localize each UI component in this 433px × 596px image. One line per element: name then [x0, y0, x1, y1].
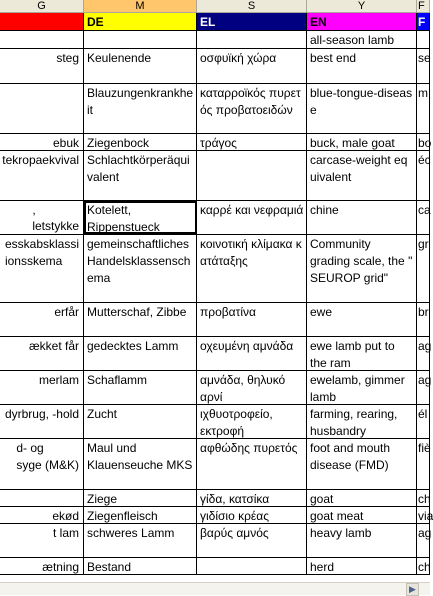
- cell-da[interactable]: d- og syge (M&K): [0, 439, 84, 489]
- cell-de[interactable]: Zucht: [84, 405, 197, 438]
- cell-el[interactable]: [197, 31, 307, 48]
- cell-da[interactable]: tekropaekvival: [0, 151, 84, 200]
- table-row: [0, 235, 430, 303]
- cell-el[interactable]: καταρροϊκός πυρετός προβατοειδών: [197, 84, 307, 133]
- cell-da[interactable]: merlam: [0, 371, 84, 404]
- cell-en[interactable]: all-season lamb: [307, 31, 417, 48]
- column-header-g[interactable]: G: [0, 0, 84, 13]
- cell-de[interactable]: Keulenende: [84, 49, 197, 83]
- cell-fr[interactable]: ch: [418, 492, 431, 506]
- cell-de[interactable]: Schlachtkörperäquivalent: [84, 151, 197, 200]
- table-row: [0, 31, 430, 49]
- lang-header-first[interactable]: [0, 13, 84, 31]
- cell-da[interactable]: [0, 84, 84, 133]
- lang-header-de[interactable]: DE: [84, 13, 197, 31]
- cell-da[interactable]: ætning: [0, 558, 84, 574]
- cell-de[interactable]: [84, 31, 197, 48]
- table-row: [0, 558, 430, 575]
- cell-de[interactable]: gedecktes Lamm: [84, 337, 197, 370]
- cell-da[interactable]: t lam: [0, 524, 84, 557]
- cell-fr[interactable]: ag: [417, 524, 430, 557]
- cell-el[interactable]: γιδίσιο κρέας: [197, 507, 307, 523]
- cell-el[interactable]: κοινοτική κλίμακα κατάταξης: [197, 235, 307, 302]
- cell-en[interactable]: buck, male goat: [307, 134, 417, 150]
- cell-el[interactable]: γίδα, κατσίκα: [197, 490, 307, 506]
- cell-fr[interactable]: via: [418, 509, 433, 523]
- cell-en[interactable]: blue-tongue-disease: [307, 84, 417, 133]
- cell-da[interactable]: [0, 490, 84, 506]
- cell-de[interactable]: Mutterschaf, Zibbe: [84, 303, 197, 336]
- cell-de[interactable]: Ziegenfleisch: [84, 507, 197, 523]
- cell-en[interactable]: herd: [307, 558, 417, 574]
- cell-en[interactable]: ewe lamb put to the ram: [307, 337, 417, 370]
- cell-fr[interactable]: fiè: [417, 439, 430, 489]
- cell-de[interactable]: Bestand: [84, 558, 197, 574]
- cell-fr[interactable]: bo: [418, 136, 432, 150]
- cell-fr[interactable]: éc: [417, 151, 430, 200]
- cell-en[interactable]: foot and mouth disease (FMD): [307, 439, 417, 489]
- cell-en[interactable]: ewelamb, gimmer lamb: [307, 371, 417, 404]
- cell-en[interactable]: best end: [307, 49, 417, 83]
- cell-en[interactable]: chine: [307, 201, 417, 234]
- table-row: [0, 405, 430, 439]
- cell-fr[interactable]: ch: [418, 560, 431, 574]
- cell-da[interactable]: esskabsklassi ionsskema: [0, 235, 84, 302]
- cell-de[interactable]: Blauzungenkrankheit: [84, 84, 197, 133]
- lang-header-fr[interactable]: F: [417, 13, 430, 31]
- cell-en[interactable]: goat meat: [307, 507, 417, 523]
- cell-en[interactable]: farming, rearing, husbandry: [307, 405, 417, 438]
- cell-fr[interactable]: él: [417, 405, 430, 438]
- cell-el[interactable]: οχευμένη αμνάδα: [197, 337, 307, 370]
- table-row: [0, 84, 430, 134]
- cell-da[interactable]: , letstykke: [0, 201, 84, 234]
- cell-de[interactable]: Maul und Klauenseuche MKS: [84, 439, 197, 489]
- cell-el[interactable]: αφθώδης πυρετός: [197, 439, 307, 489]
- cell-de-selected[interactable]: Kotelett, Rippenstueck: [84, 201, 197, 234]
- column-header-s[interactable]: S: [197, 0, 307, 13]
- cell-en[interactable]: heavy lamb: [307, 524, 417, 557]
- cell-de[interactable]: gemeinschaftliches Handelsklassenschema: [84, 235, 197, 302]
- table-row: [0, 151, 430, 201]
- lang-header-en[interactable]: EN: [307, 13, 417, 31]
- cell-fr[interactable]: [417, 31, 430, 48]
- cell-fr[interactable]: ca: [417, 201, 430, 234]
- cell-en[interactable]: Community grading scale, the " SEUROP grid": [307, 235, 417, 302]
- cell-el[interactable]: καρρέ και νεφραμιά: [197, 201, 307, 234]
- cell-fr[interactable]: br: [417, 303, 430, 336]
- cell-da[interactable]: ækket får: [0, 337, 84, 370]
- table-row: [0, 49, 430, 84]
- table-row: [0, 507, 433, 524]
- cell-da[interactable]: [0, 31, 84, 48]
- cell-el[interactable]: ιχθυοτροφείο, εκτροφή: [197, 405, 307, 438]
- cell-el[interactable]: βαρύς αμνός: [197, 524, 307, 557]
- table-row: [0, 439, 430, 490]
- table-row: [0, 303, 430, 337]
- cell-el[interactable]: [197, 151, 307, 200]
- cell-el[interactable]: οσφυϊκή χώρα: [197, 49, 307, 83]
- cell-fr[interactable]: ag: [417, 337, 430, 370]
- cell-el[interactable]: προβατίνα: [197, 303, 307, 336]
- cell-da[interactable]: steg: [0, 49, 84, 83]
- scroll-right-icon[interactable]: ▶: [406, 583, 419, 596]
- cell-da[interactable]: erfår: [0, 303, 84, 336]
- table-row: [0, 371, 430, 405]
- cell-da[interactable]: ekød: [0, 507, 84, 523]
- table-row: [0, 201, 430, 235]
- column-header-m[interactable]: M: [84, 0, 197, 13]
- cell-de[interactable]: schweres Lamm: [84, 524, 197, 557]
- cell-da[interactable]: ebuk: [0, 134, 84, 150]
- cell-de[interactable]: Ziege: [84, 490, 197, 506]
- cell-fr[interactable]: ag: [417, 371, 430, 404]
- cell-fr[interactable]: gr: [417, 235, 430, 302]
- table-row: [0, 337, 430, 371]
- table-row: [0, 524, 430, 558]
- cell-de[interactable]: Schaflamm: [84, 371, 197, 404]
- table-row: [0, 134, 430, 151]
- cell-el[interactable]: τράγος: [197, 134, 307, 150]
- cell-el[interactable]: αμνάδα, θηλυκό αρνί: [197, 371, 307, 404]
- cell-da[interactable]: dyrbrug, -hold: [0, 405, 84, 438]
- column-header-f[interactable]: F: [417, 0, 430, 13]
- column-header-y[interactable]: Y: [307, 0, 417, 13]
- cell-en[interactable]: carcase-weight equivalent: [307, 151, 417, 200]
- lang-header-el[interactable]: EL: [197, 13, 307, 31]
- cell-fr[interactable]: se: [417, 49, 430, 83]
- cell-de[interactable]: Ziegenbock: [84, 134, 197, 150]
- cell-el[interactable]: [197, 558, 307, 574]
- horizontal-scrollbar[interactable]: [0, 582, 430, 595]
- cell-en[interactable]: goat: [307, 490, 417, 506]
- table-row: [0, 490, 430, 507]
- cell-en[interactable]: ewe: [307, 303, 417, 336]
- cell-fr[interactable]: m: [417, 84, 430, 133]
